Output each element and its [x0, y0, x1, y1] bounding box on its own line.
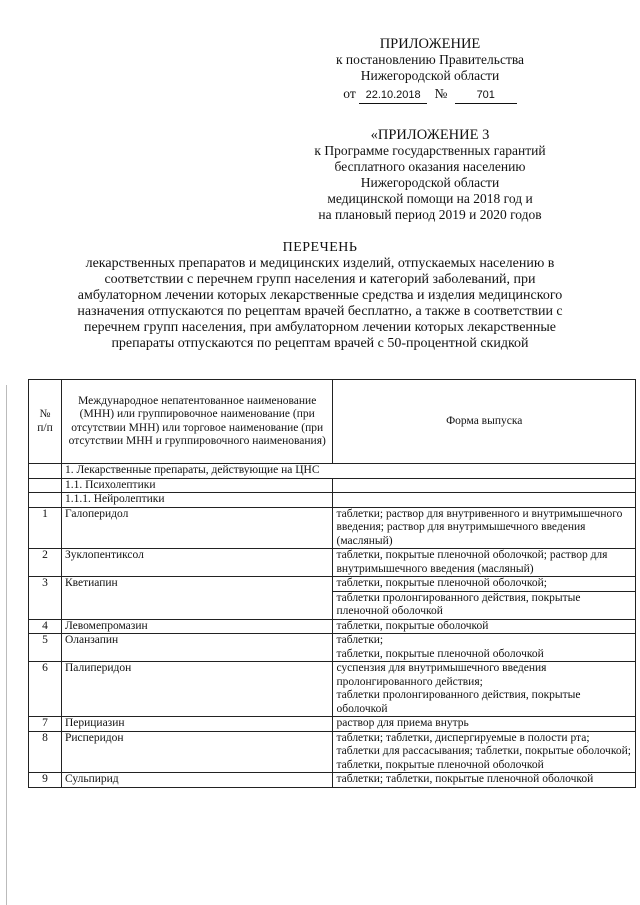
heading-title: ПЕРЕЧЕНЬ	[282, 240, 358, 255]
heading-line: амбулаторном лечении которых лекарственные средства и изделия медицинского	[77, 288, 563, 303]
column-header-name: Международное непатентованное наименование (МНН) или группировочное наименование (при отсутствии МНН) или торговое наименование (при отсутствии МНН и группировочного наименования)	[61, 380, 333, 464]
number-sign: №	[434, 86, 448, 101]
appendix-line-2: Нижегородской области	[360, 68, 500, 83]
row-number: 7	[29, 717, 62, 732]
drug-form-line: таблетки;	[336, 634, 384, 646]
heading-line: препараты отпускаются по рецептам врачей с 50-процентной скидкой	[111, 336, 529, 351]
row-number: 6	[29, 662, 62, 717]
drug-form: раствор для приема внутрь	[333, 717, 636, 732]
drug-form-line: таблетки, покрытые пленочной оболочкой	[336, 647, 544, 660]
appendix-date-line	[300, 86, 560, 104]
appendix3-line: на плановый период 2019 и 2020 годов	[318, 207, 542, 222]
drug-name: Палиперидон	[61, 662, 333, 717]
appendix-line-1: к постановлению Правительства	[335, 52, 525, 67]
drug-name: Кветиапин	[61, 577, 333, 620]
table-row	[29, 577, 636, 592]
empty-cell	[333, 493, 636, 508]
row-number: 2	[29, 549, 62, 577]
drug-name: Левомепромазин	[61, 619, 333, 634]
column-header-form: Форма выпуска	[333, 380, 636, 464]
section-number-cell	[29, 478, 62, 493]
section-number-cell	[29, 464, 62, 479]
appendix3-line: медицинской помощи на 2018 год и	[327, 191, 533, 206]
table-header-row	[29, 380, 636, 464]
scan-edge-line	[6, 385, 7, 905]
appendix3-line: бесплатного оказания населению	[334, 159, 526, 174]
drug-name: Рисперидон	[61, 731, 333, 773]
appendix-block	[300, 36, 560, 104]
drug-form: таблетки; таблетки, покрытые пленочной оболочкой	[333, 773, 636, 788]
section-title: 1.1. Психолептики	[61, 478, 333, 493]
column-header-number: № п/п	[29, 380, 62, 464]
heading-line: перечнем групп населения, при амбулаторном лечении которых лекарственные	[83, 320, 557, 335]
appendix3-line: Нижегородской области	[360, 175, 500, 190]
row-number: 3	[29, 577, 62, 620]
drug-form-line: суспензия для внутримышечного введения пролонгированного действия;	[336, 662, 547, 688]
drug-table	[28, 379, 636, 788]
drug-name: Оланзапин	[61, 634, 333, 662]
row-number: 4	[29, 619, 62, 634]
drug-form: таблетки, покрытые пленочной оболочкой;	[333, 577, 636, 592]
table-row	[29, 507, 636, 549]
drug-form-line: таблетки пролонгированного действия, покрытые оболочкой	[336, 689, 581, 715]
drug-form: таблетки; таблетки, диспергируемые в полости рта; таблетки для рассасывания; таблетки, покрытые оболочкой; таблетки, покрытые пленочной оболочкой	[333, 731, 636, 773]
table-row	[29, 773, 636, 788]
appendix-title: ПРИЛОЖЕНИЕ	[379, 36, 481, 52]
appendix3-block	[275, 127, 585, 223]
drug-form: таблетки пролонгированного действия, покрытые пленочной оболочкой	[333, 591, 636, 619]
heading-line: соответствии с перечнем групп населения и категорий заболеваний, при	[104, 272, 536, 287]
heading-line: назначения отпускаются по рецептам врачей бесплатно, а также в соответствии с	[77, 304, 563, 319]
drug-name: Перициазин	[61, 717, 333, 732]
table-row	[29, 717, 636, 732]
table-row	[29, 549, 636, 577]
section-row	[29, 464, 636, 479]
table-row	[29, 662, 636, 717]
row-number: 5	[29, 634, 62, 662]
drug-name: Сульпирид	[61, 773, 333, 788]
empty-cell	[333, 478, 636, 493]
row-number: 1	[29, 507, 62, 549]
table-row	[29, 619, 636, 634]
drug-form: таблетки, покрытые пленочной оболочкой; раствор для внутримышечного введения (масляный)	[333, 549, 636, 577]
section-title: 1. Лекарственные препараты, действующие на ЦНС	[61, 464, 635, 479]
row-number: 8	[29, 731, 62, 773]
table-row	[29, 634, 636, 662]
drug-name: Галоперидол	[61, 507, 333, 549]
drug-form	[333, 662, 636, 717]
date-prefix: от	[343, 86, 356, 101]
drug-name: Зуклопентиксол	[61, 549, 333, 577]
row-number: 9	[29, 773, 62, 788]
appendix3-line: к Программе государственных гарантий	[314, 143, 546, 158]
table-row	[29, 731, 636, 773]
drug-form: таблетки; раствор для внутривенного и внутримышечного введения; раствор для внутримышечного введения (масляный)	[333, 507, 636, 549]
drug-form: таблетки, покрытые оболочкой	[333, 619, 636, 634]
section-title: 1.1.1. Нейролептики	[61, 493, 333, 508]
list-heading	[0, 240, 640, 352]
date-value: 22.10.2018	[359, 87, 427, 104]
drug-form	[333, 634, 636, 662]
section-row	[29, 478, 636, 493]
section-row	[29, 493, 636, 508]
heading-line: лекарственных препаратов и медицинских изделий, отпускаемых населению в	[85, 256, 555, 271]
number-value: 701	[455, 87, 517, 104]
section-number-cell	[29, 493, 62, 508]
appendix3-title: «ПРИЛОЖЕНИЕ 3	[370, 127, 490, 143]
